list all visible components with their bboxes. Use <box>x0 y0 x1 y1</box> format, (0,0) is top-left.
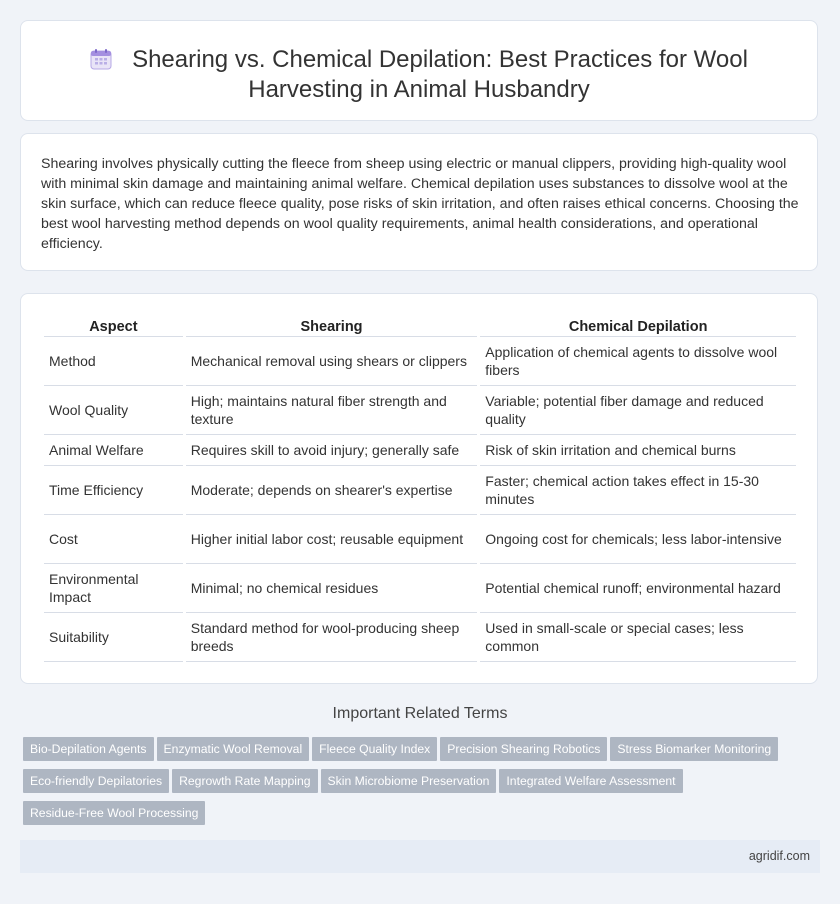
cell-aspect: Method <box>44 337 183 386</box>
header-shearing: Shearing <box>186 317 478 337</box>
table-row <box>44 386 796 435</box>
page-title <box>21 45 817 105</box>
cell-shearing: Moderate; depends on shearer's expertise <box>186 466 478 515</box>
footer <box>20 840 820 873</box>
cell-chemical: Used in small-scale or special cases; less common <box>480 613 796 662</box>
header-chemical-depilation: Chemical Depilation <box>480 317 796 337</box>
related-terms-heading: Important Related Terms <box>332 705 508 722</box>
cell-shearing: Minimal; no chemical residues <box>186 564 478 613</box>
term-tag[interactable]: Enzymatic Wool Removal <box>157 737 310 761</box>
term-tag[interactable]: Eco-friendly Depilatories <box>23 769 169 793</box>
related-terms-list <box>23 737 803 833</box>
cell-shearing: Mechanical removal using shears or clippers <box>186 337 478 386</box>
header-aspect: Aspect <box>44 317 183 337</box>
cell-aspect: Animal Welfare <box>44 435 183 466</box>
table-row <box>44 435 796 466</box>
cell-chemical: Faster; chemical action takes effect in 15-30 minutes <box>480 466 796 515</box>
term-tag[interactable]: Regrowth Rate Mapping <box>172 769 317 793</box>
term-tag[interactable]: Stress Biomarker Monitoring <box>610 737 778 761</box>
cell-shearing: Higher initial labor cost; reusable equipment <box>186 515 478 564</box>
title-card <box>20 20 818 121</box>
table-header-row <box>44 317 796 337</box>
term-tag[interactable]: Integrated Welfare Assessment <box>499 769 682 793</box>
cell-chemical: Ongoing cost for chemicals; less labor-intensive <box>480 515 796 564</box>
term-tag[interactable]: Residue-Free Wool Processing <box>23 801 205 825</box>
term-tag[interactable]: Precision Shearing Robotics <box>440 737 607 761</box>
table-row <box>44 515 796 564</box>
cell-shearing: High; maintains natural fiber strength and texture <box>186 386 478 435</box>
term-tag[interactable]: Fleece Quality Index <box>312 737 437 761</box>
comparison-table <box>41 317 799 662</box>
table-row <box>44 564 796 613</box>
intro-card <box>20 133 818 271</box>
footer-site-link[interactable]: agridif.com <box>748 849 810 863</box>
cell-aspect: Environmental Impact <box>44 564 183 613</box>
cell-shearing: Standard method for wool-producing sheep breeds <box>186 613 478 662</box>
term-tag[interactable]: Skin Microbiome Preservation <box>321 769 497 793</box>
cell-shearing: Requires skill to avoid injury; generally safe <box>186 435 478 466</box>
comparison-card <box>20 293 818 684</box>
calendar-icon <box>90 48 112 70</box>
cell-aspect: Time Efficiency <box>44 466 183 515</box>
title-line-2: Harvesting in Animal Husbandry <box>248 76 590 103</box>
cell-aspect: Cost <box>44 515 183 564</box>
table-row <box>44 613 796 662</box>
cell-chemical: Potential chemical runoff; environmental hazard <box>480 564 796 613</box>
table-row <box>44 337 796 386</box>
cell-chemical: Application of chemical agents to dissolve wool fibers <box>480 337 796 386</box>
table-row <box>44 466 796 515</box>
cell-aspect: Suitability <box>44 613 183 662</box>
cell-aspect: Wool Quality <box>44 386 183 435</box>
term-tag[interactable]: Bio-Depilation Agents <box>23 737 154 761</box>
intro-paragraph: Shearing involves physically cutting the fleece from sheep using electric or manual clippers, providing high-quality wool with minimal skin damage and maintaining animal welfare. Chemical depilation uses substances to dissolve wool at the skin surface, which can reduce fleece quality, pose risks of skin irritation, and often raises ethical concerns. Choosing the best wool harvesting method depends on wool quality requirements, animal health considerations, and operational efficiency. <box>41 156 799 252</box>
cell-chemical: Variable; potential fiber damage and reduced quality <box>480 386 796 435</box>
title-line-1: Shearing vs. Chemical Depilation: Best Practices for Wool <box>132 46 748 73</box>
cell-chemical: Risk of skin irritation and chemical burns <box>480 435 796 466</box>
